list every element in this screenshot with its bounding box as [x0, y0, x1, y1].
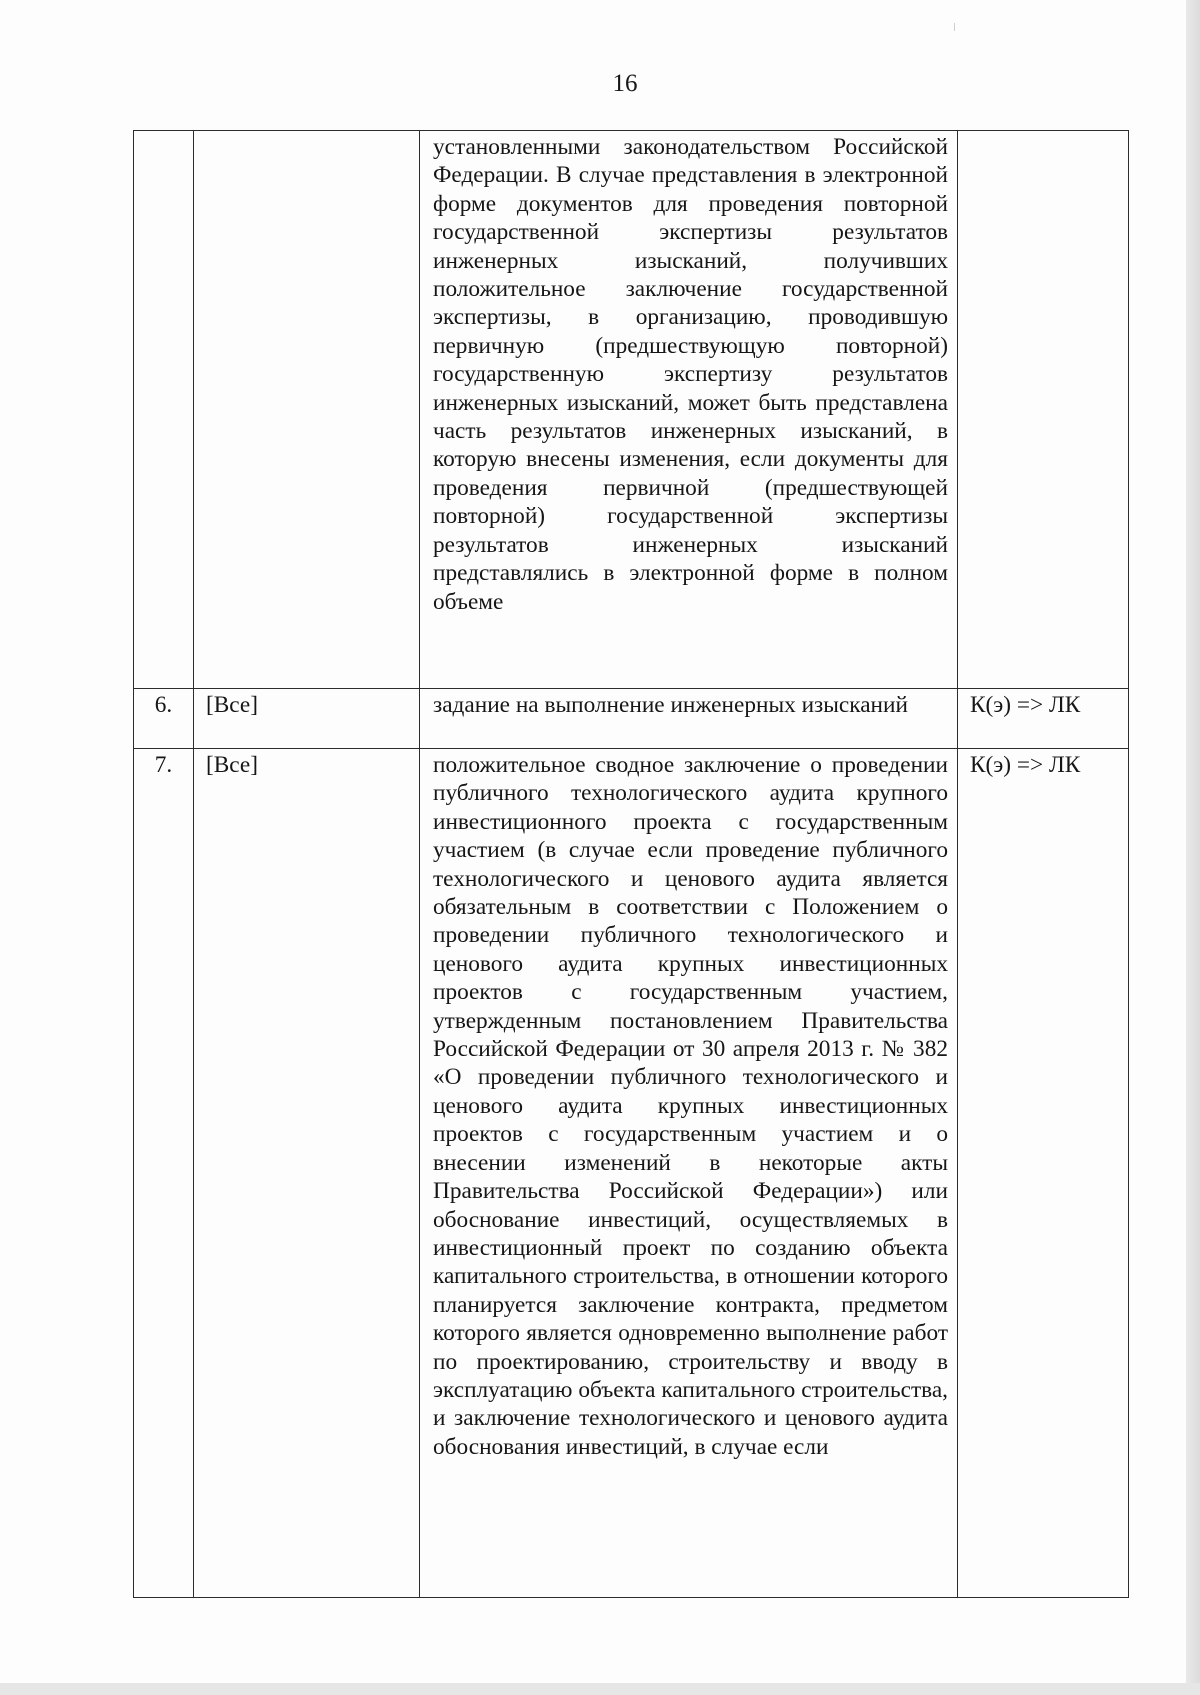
table-row [134, 749, 1129, 1598]
row-subject: [Все] [194, 689, 420, 749]
row-document-text: задание на выполнение инженерных изысканий [420, 689, 958, 749]
row-subject: [Все] [194, 749, 420, 1598]
row-number: 7. [134, 749, 194, 1598]
row-document-text: установленными законодательством Российской Федерации. В случае представления в электронной форме документов для проведения повторной государственной экспертизы результатов инженерных изысканий, получивших положительное заключение государственной экспертизы, в организацию, проводившую первичную (предшествующую повторной) государственную экспертизу результатов инженерных изысканий, может быть представлена часть результатов инженерных изысканий, в которую внесены изменения, если документы для проведения первичной (предшествующей повторной) государственной экспертизы результатов инженерных изысканий представлялись в электронной форме в полном объеме [420, 131, 958, 689]
scan-bottom-edge [0, 1683, 1200, 1695]
table-row [134, 131, 1129, 689]
row-number: 6. [134, 689, 194, 749]
scan-edge-shadow [1186, 0, 1200, 1695]
row-number [134, 131, 194, 689]
document-table [133, 130, 1129, 1598]
table-row [134, 689, 1129, 749]
row-route: К(э) => ЛК [958, 749, 1129, 1598]
row-route [958, 131, 1129, 689]
row-document-text: положительное сводное заключение о проведении публичного технологического аудита крупного инвестиционного проекта с государственным участием (в случае если проведение публичного технологического и ценового аудита является обязательным в соответствии с Положением о проведении публичного технологического и ценового аудита крупных инвестиционных проектов с государственным участием, утвержденным постановлением Правительства Российской Федерации от 30 апреля 2013 г. № 382 «О проведении публичного технологического и ценового аудита крупных инвестиционных проектов с государственным участием и о внесении изменений в некоторые акты Правительства Российской Федерации») или обоснование инвестиций, осуществляемых в инвестиционный проект по созданию объекта капитального строительства, в отношении которого планируется заключение контракта, предметом которого является одновременно выполнение работ по проектированию, строительству и вводу в эксплуатацию объекта капитального строительства, и заключение технологического и ценового аудита обоснования инвестиций, в случае если [420, 749, 958, 1598]
scan-mark [954, 23, 955, 31]
row-subject [194, 131, 420, 689]
row-route: К(э) => ЛК [958, 689, 1129, 749]
page-number: 16 [612, 70, 638, 97]
